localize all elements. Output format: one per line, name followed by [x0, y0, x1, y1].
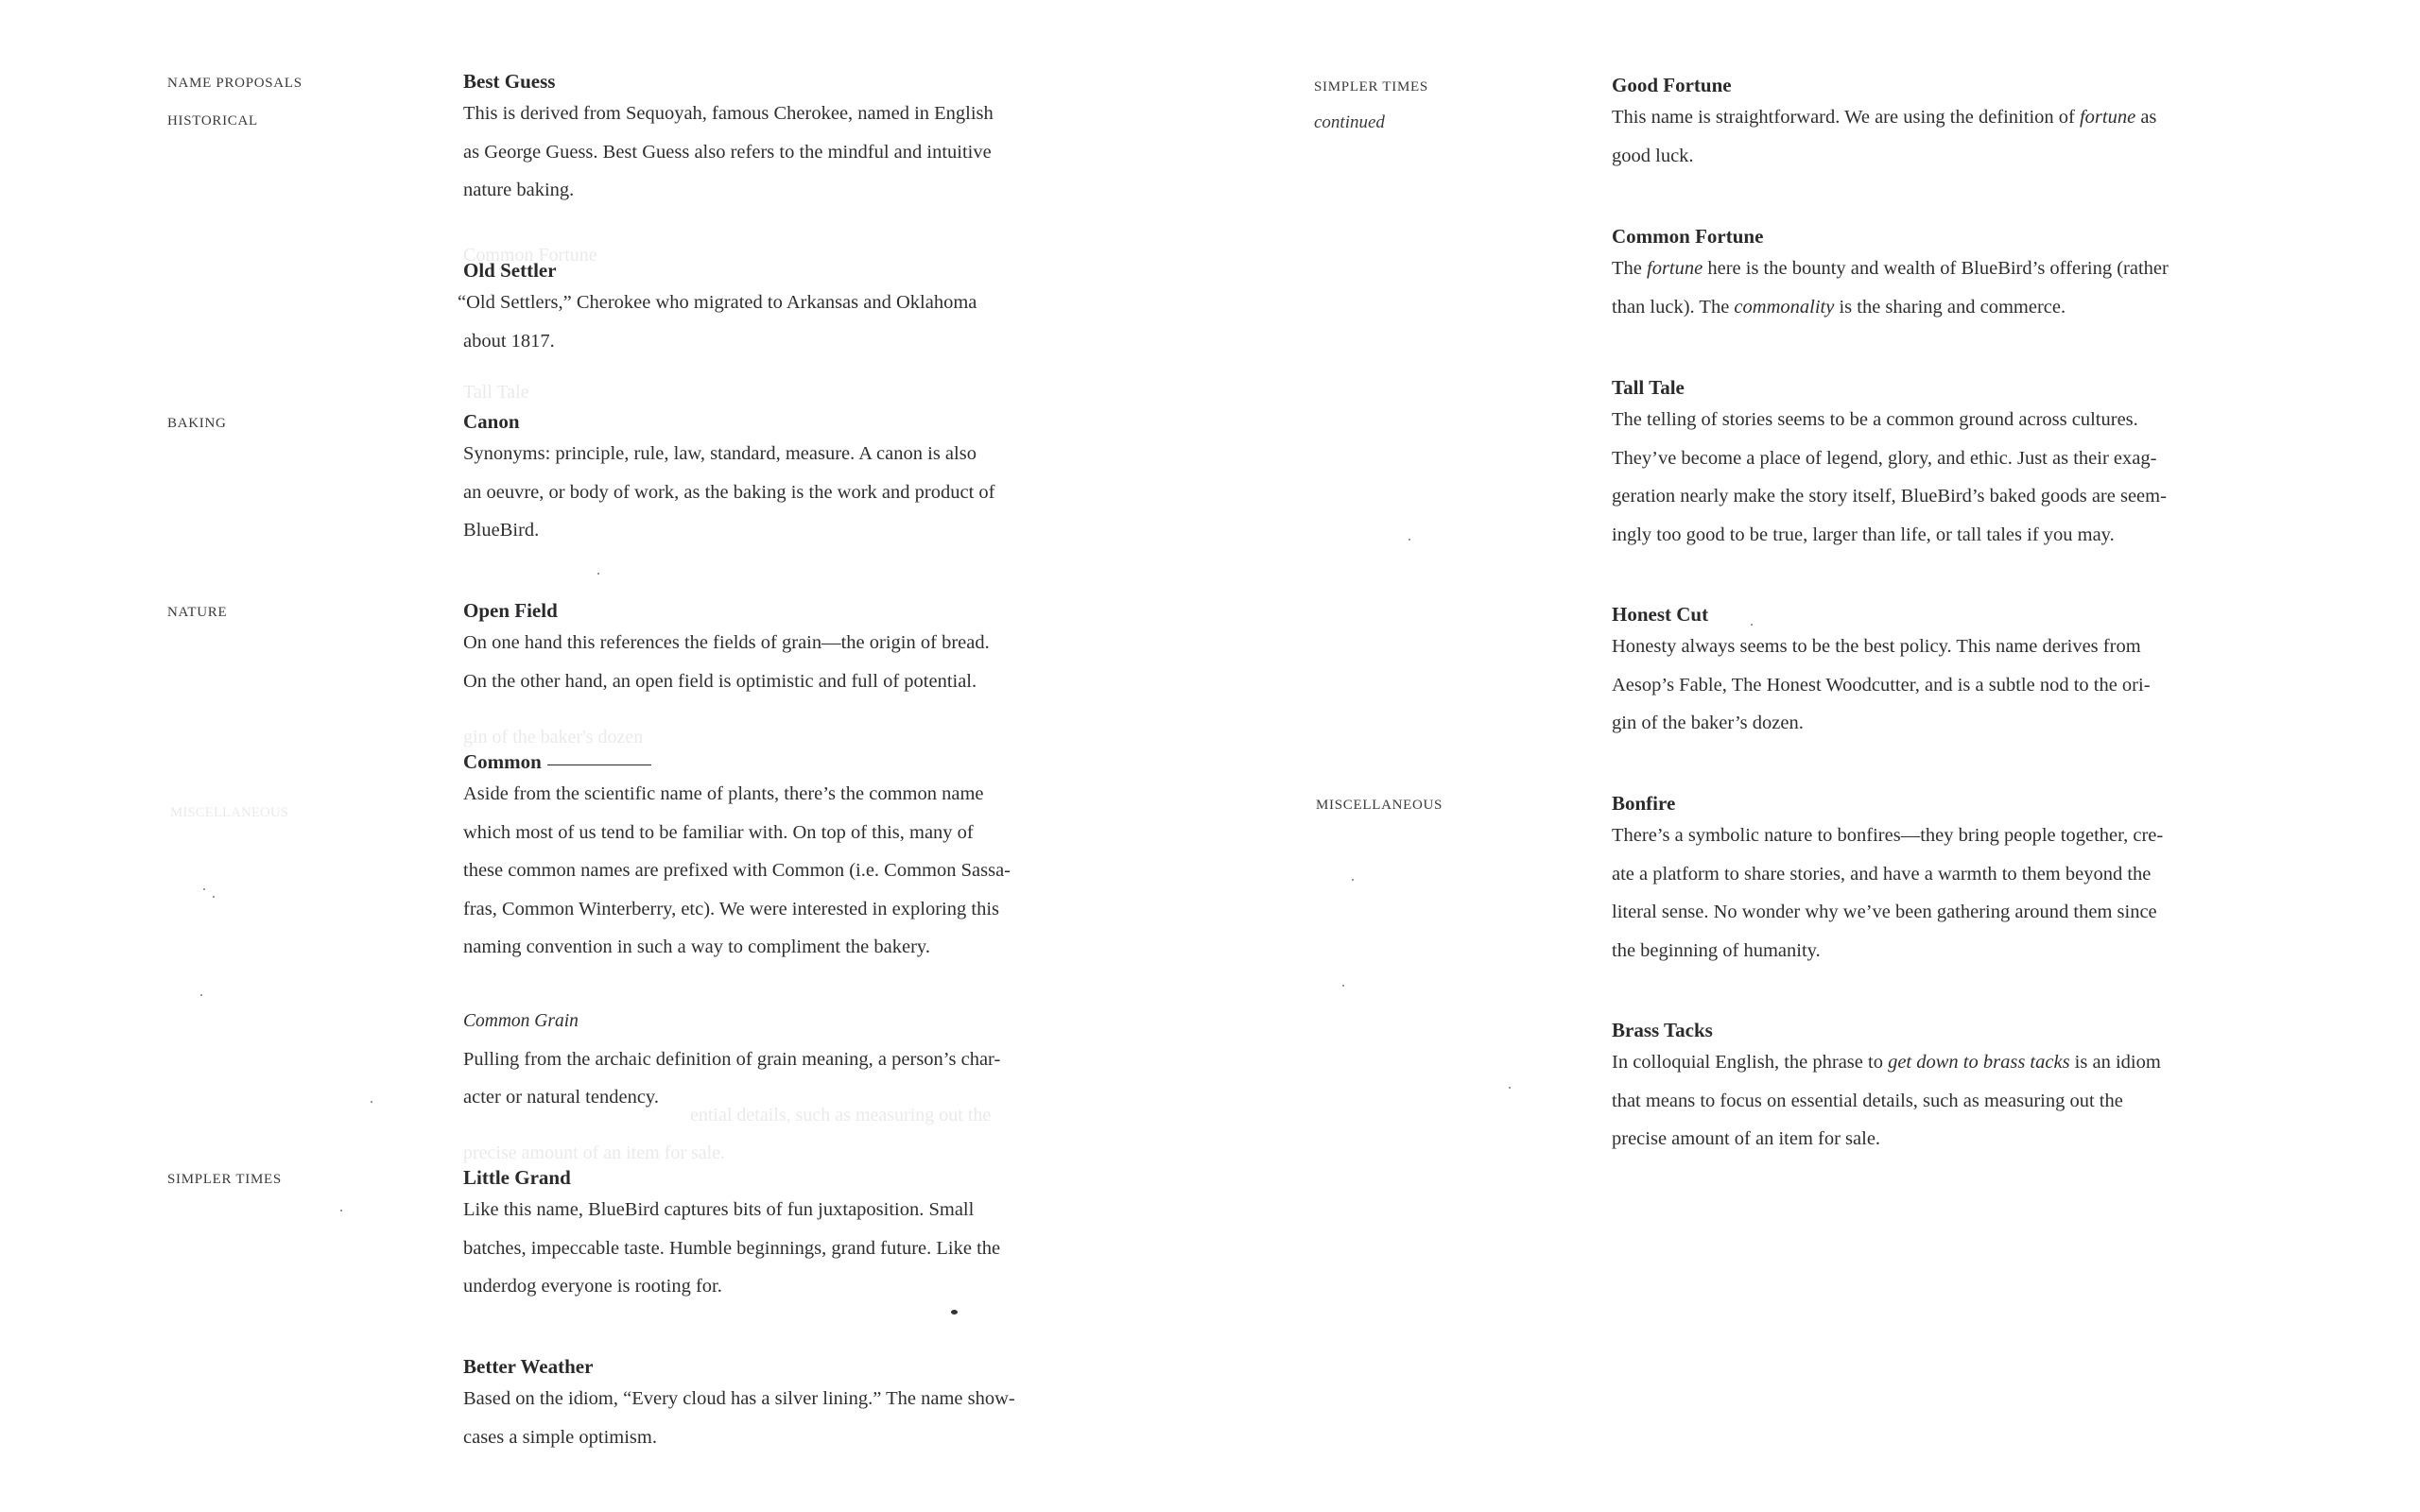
entry-title: Better Weather	[463, 1355, 594, 1378]
entry-line: batches, impeccable taste. Humble beginnings, grand future. Like the	[463, 1237, 1001, 1259]
text-run: as	[2135, 107, 2157, 128]
entry-old-settler	[458, 257, 1119, 360]
text-run: is the sharing and commerce.	[1834, 296, 2066, 318]
entry-line	[1612, 249, 2292, 288]
entry-line: precise amount of an item for sale.	[1612, 1128, 1881, 1149]
entry-title: Good Fortune	[1612, 74, 1732, 96]
show-through-text: precise amount of an item for sale.	[463, 1143, 726, 1163]
entry-line: naming convention in such a way to compliment the bakery.	[463, 936, 930, 957]
entry-better-weather	[463, 1353, 1125, 1456]
entry-line: On one hand this references the fields of grain—the origin of bread.	[463, 632, 990, 653]
emphasis-text: commonality	[1734, 296, 1835, 318]
entry-line: The telling of stories seems to be a common ground across cultures.	[1612, 409, 2138, 430]
text-run: The	[1612, 258, 1647, 279]
entry-bonfire	[1612, 790, 2292, 970]
show-through-text: Tall Tale	[463, 382, 529, 403]
scan-speck	[1342, 985, 1344, 987]
entry-line: cases a simple optimism.	[463, 1426, 657, 1448]
entry-line	[1612, 98, 2292, 137]
entry-line: that means to focus on essential details, such as measuring out the	[1612, 1090, 2123, 1111]
show-through-text: Common Fortune	[463, 245, 597, 266]
entry-line: an oeuvre, or body of work, as the baking is the work and product of	[463, 481, 995, 503]
entry-tall-tale	[1612, 374, 2292, 554]
text-run: This name is straightforward. We are using the definition of	[1612, 107, 2080, 128]
entry-line: geration nearly make the story itself, BlueBird’s baked goods are seem-	[1612, 486, 2167, 507]
entry-line: which most of us tend to be familiar with. On top of this, many of	[463, 821, 974, 843]
entry-line: Aside from the scientific name of plants, there’s the common name	[463, 783, 984, 804]
show-through-text: ential details, such as measuring out the	[690, 1105, 992, 1125]
entry-line: BlueBird.	[463, 520, 540, 541]
entry-line: acter or natural tendency.	[463, 1087, 659, 1108]
scan-speck	[1751, 624, 1753, 626]
text-run: In colloquial English, the phrase to	[1612, 1052, 1889, 1073]
text-run: here is the bounty and wealth of BlueBird’s offering (rather	[1703, 258, 2169, 279]
entry-title: Bonfire	[1612, 792, 1676, 815]
entry-brass-tacks	[1612, 1017, 2292, 1159]
entry-best-guess	[463, 68, 1125, 210]
emphasis-text: fortune	[2079, 107, 2136, 128]
entry-line: On the other hand, an open field is optimistic and full of potential.	[463, 670, 977, 692]
entry-line: fras, Common Winterberry, etc). We were interested in exploring this	[463, 898, 999, 919]
scan-speck	[951, 1310, 958, 1314]
section-label-baking: BAKING	[167, 416, 227, 431]
entry-subtitle: Common Grain	[463, 1010, 579, 1031]
entry-line: as George Guess. Best Guess also refers to the mindful and intuitive	[463, 141, 992, 163]
entry-title: Old Settler	[463, 259, 557, 282]
section-label-simpler-times-right: SIMPLER TIMES	[1314, 79, 1428, 94]
emphasis-text: fortune	[1647, 258, 1703, 279]
entry-line: good luck.	[1612, 145, 1694, 166]
scan-speck	[340, 1210, 342, 1211]
entry-line	[1612, 288, 2292, 327]
section-label-simpler-times: SIMPLER TIMES	[167, 1172, 282, 1187]
entry-line: There’s a symbolic nature to bonfires—they bring people together, cre-	[1612, 825, 2164, 846]
entry-line: “Old Settlers,” Cherokee who migrated to Arkansas and Oklahoma	[458, 292, 977, 313]
entry-line: Like this name, BlueBird captures bits of fun juxtaposition. Small	[463, 1199, 975, 1220]
show-through-text: gin of the baker's dozen	[463, 727, 644, 747]
entry-common	[463, 748, 1125, 1117]
entry-title: Tall Tale	[1612, 376, 1685, 399]
entry-line: underdog everyone is rooting for.	[463, 1276, 722, 1297]
entry-title: Best Guess	[463, 70, 556, 93]
scan-speck	[203, 888, 205, 890]
entry-little-grand	[463, 1164, 1125, 1306]
entry-line: They’ve become a place of legend, glory, and ethic. Just as their exag-	[1612, 447, 2157, 469]
entry-title-text: Common	[463, 750, 542, 773]
section-label-name-proposals: NAME PROPOSALS	[167, 76, 302, 91]
entry-line: This is derived from Sequoyah, famous Cherokee, named in English	[463, 103, 994, 124]
scan-speck	[1409, 539, 1410, 541]
entry-line: Synonyms: principle, rule, law, standard, measure. A canon is also	[463, 443, 977, 464]
scan-speck	[1352, 879, 1354, 881]
scan-speck	[371, 1101, 372, 1103]
entry-line: Based on the idiom, “Every cloud has a silver lining.” The name show-	[463, 1388, 1015, 1409]
entry-line: Aesop’s Fable, The Honest Woodcutter, and is a subtle nod to the ori-	[1612, 674, 2151, 696]
scan-speck	[597, 573, 599, 575]
entry-line	[1612, 1043, 2292, 1082]
entry-title: Canon	[463, 410, 520, 433]
show-through-text: MISCELLANEOUS	[170, 805, 289, 820]
entry-honest-cut	[1612, 601, 2292, 743]
section-label-historical: HISTORICAL	[167, 113, 258, 129]
section-label-miscellaneous: MISCELLANEOUS	[1316, 798, 1443, 813]
entry-line: Pulling from the archaic definition of grain meaning, a person’s char-	[463, 1048, 1001, 1070]
entry-canon	[463, 408, 1125, 550]
entry-title: Little Grand	[463, 1166, 571, 1189]
scan-speck	[213, 896, 215, 898]
entry-line: about 1817.	[463, 330, 555, 352]
entry-line: Honesty always seems to be the best policy. This name derives from	[1612, 636, 2141, 657]
entry-good-fortune	[1612, 72, 2292, 175]
entry-title: Common Fortune	[1612, 225, 1764, 248]
entry-line: nature baking.	[463, 180, 575, 200]
scan-speck	[1509, 1087, 1511, 1089]
entry-title	[463, 748, 1125, 775]
entry-line: these common names are prefixed with Common (i.e. Common Sassa-	[463, 860, 1011, 881]
emphasis-text: get down to brass tacks	[1888, 1052, 2070, 1073]
entry-line: ate a platform to share stories, and have a warmth to them beyond the	[1612, 863, 2152, 885]
entry-line: literal sense. No wonder why we’ve been gathering around them since	[1612, 902, 2157, 922]
entry-title: Open Field	[463, 599, 558, 622]
scan-speck	[200, 994, 202, 996]
entry-common-fortune	[1612, 223, 2292, 326]
entry-title: Honest Cut	[1612, 603, 1709, 626]
text-run: is an idiom	[2069, 1052, 2161, 1073]
entry-title: Brass Tacks	[1612, 1019, 1713, 1041]
section-label-nature: NATURE	[167, 605, 228, 620]
entry-line: ingly too good to be true, larger than life, or tall tales if you may.	[1612, 524, 2115, 545]
section-label-continued: continued	[1314, 112, 1385, 132]
entry-line: the beginning of humanity.	[1612, 939, 1821, 961]
text-run: than luck). The	[1612, 296, 1735, 318]
entry-line: gin of the baker’s dozen.	[1612, 713, 1804, 733]
entry-open-field	[463, 597, 1125, 700]
